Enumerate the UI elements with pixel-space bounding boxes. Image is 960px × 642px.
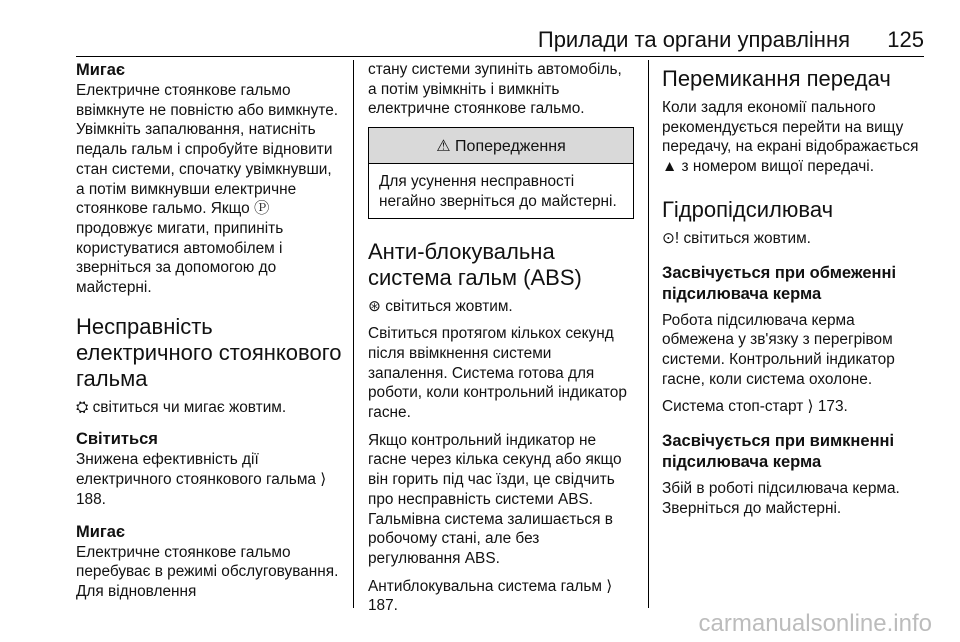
paragraph-blinks-top [76,81,344,298]
heading-parking-brake-fault: Несправність електричного стоянкового гальма [76,313,342,391]
paragraph-steering-off: Збій в роботі підсилювача керма. Зверніться до майстерні. [662,480,900,517]
upshift-arrow-icon: ▲ [662,158,678,176]
column-3 [662,60,928,526]
paragraph-blinks-top-text: Електричне стоянкове гальмо ввімкнуте не повністю або вимкнуте. Увімкніть запалювання, натисніть педаль гальм і спробуйте відновити стан системи, спочатку увімкнувши, а потім вимкнувши електричне стоянкове гальмо. Якщо [76,82,339,218]
heading-steering-limited: Засвічується при обмеженні підсилювача керма [662,263,897,303]
gear-shift-text-a: Коли задля економії пального рекомендується перейти на вищу передачу, на екрані відображається [662,99,919,156]
paragraph-blinks: Електричне стоянкове гальмо перебуває в режимі обслуговування. Для відновлення [76,543,339,600]
parking-brake-icon: Ⓟ [253,200,270,218]
warning-box [368,127,634,218]
paragraph-blinks-top-tail: продовжує мигати, припиніть користуватися автомобілем і зверніться за допомогою до майстерні. [76,219,284,297]
paragraph-gear-shift [662,98,928,177]
heading-abs: Анти-блокувальна система гальм (ABS) [368,238,582,290]
warning-title: Попередження [455,138,566,156]
column-divider-left [353,60,354,608]
paragraph-abs-3 [368,577,634,616]
paragraph-stop-start [662,397,928,417]
paragraph-fault-indicator [76,398,344,418]
warning-triangle-icon: ⚠ [436,138,451,156]
heading-lit: Світиться [76,430,158,449]
lit-text: Знижена ефективність дії електричного стоянкового гальма [76,451,316,489]
warning-text: Для усунення несправності негайно зверніться до майстерні. [379,173,617,210]
paragraph-steering-limited: Робота підсилювача керма обмежена у зв'язку з перегрівом системи. Контрольний індикатор гасне, коли система охолоне. [662,311,895,388]
page-header-title: Прилади та органи управління [537,27,850,52]
column-1 [76,60,344,610]
paragraph-abs-1: Світиться протягом кількох секунд після ввімкнення системи запалення. Система готова для роботи, коли контрольний індикатор гасне. [368,325,627,422]
gear-shift-text-b: з номером вищої передачі. [681,158,874,176]
watermark: carmanualsonline.info [698,610,932,637]
stop-start-page-ref: 173. [817,398,848,416]
page-number: 125 [887,27,924,52]
brake-fault-icon: ⛭ [76,398,89,416]
steering-indicator-text: світиться жовтим. [683,229,811,247]
page-reference-arrow-icon: ⟩ [807,398,814,416]
header-rule [76,56,924,57]
paragraph-abs-indicator [368,297,634,317]
column-2 [368,60,634,624]
heading-gear-shift: Перемикання передач [662,66,891,91]
abs-icon: ⊛ [368,297,381,315]
page-reference-arrow-icon: ⟩ [606,577,613,595]
paragraph-abs-2: Якщо контрольний індикатор не гасне через кілька секунд або якщо він горить під час їзди, це свідчить про несправність системи ABS. Гальмівна система залишається в робочому стані, але без регулювання ABS. [368,431,622,567]
steering-wheel-warning-icon: ⊙! [662,229,680,247]
paragraph-continued: стану системи зупиніть автомобіль, а потім увімкніть і вимкніть електричне стоянкове гальмо. [368,61,622,118]
heading-steering-off: Засвічується при вимкненні підсилювача керма [662,432,895,472]
heading-power-steering: Гідропідсилювач [662,196,834,222]
lit-page-ref: 188. [76,490,106,508]
page-reference-arrow-icon: ⟩ [320,471,327,489]
stop-start-text: Система стоп-старт [662,398,804,416]
abs-indicator-text: світиться жовтим. [385,297,513,315]
abs-3-page-ref: 187. [368,597,398,615]
warning-header [369,128,633,164]
paragraph-lit [76,450,344,509]
column-divider-right [648,60,649,608]
warning-body [369,164,633,217]
paragraph-steering-indicator [662,229,928,249]
heading-blinks: Мигає [76,522,126,541]
fault-indicator-text: світиться чи мигає жовтим. [92,398,287,416]
abs-3-text: Антиблокувальна система гальм [368,577,603,595]
heading-blinks-top: Мигає [76,61,126,79]
